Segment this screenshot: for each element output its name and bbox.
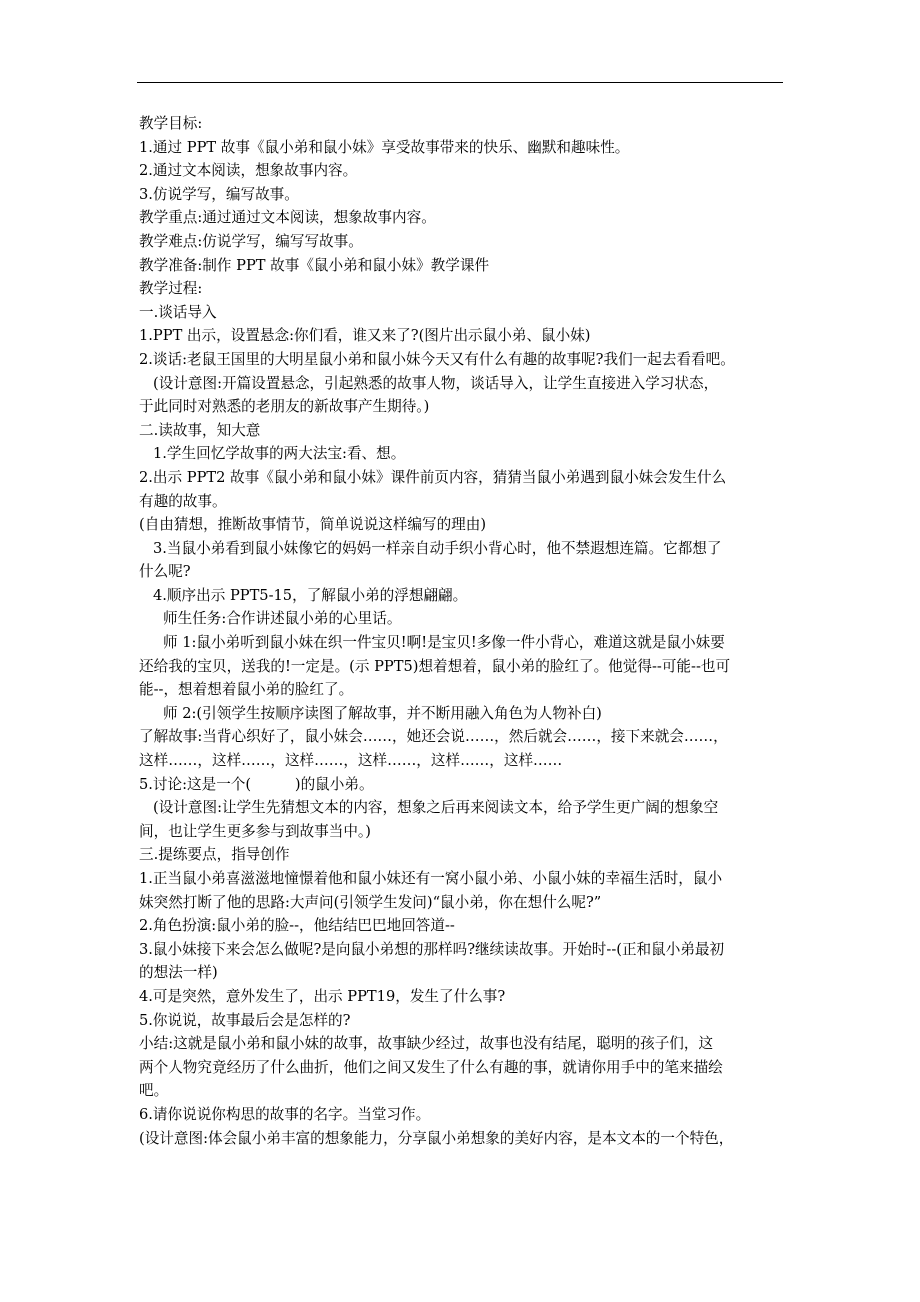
text-line: 3.当鼠小弟看到鼠小妹像它的妈妈一样亲自动手织小背心时，他不禁遐想连篇。它都想了 bbox=[153, 539, 722, 557]
document-body bbox=[139, 112, 789, 1150]
text-line: 于此同时对熟悉的老朋友的新故事产生期待。) bbox=[139, 398, 430, 416]
text-line: 师 1:鼠小弟听到鼠小妹在织一件宝贝!啊!是宝贝!多像一件小背心，难道这就是鼠小妹要 bbox=[163, 634, 725, 652]
text-line: 2.出示 PPT2 故事《鼠小弟和鼠小妹》课件前页内容，猜猜当鼠小弟遇到鼠小妹会发生什么 bbox=[139, 468, 727, 486]
text-line: 1.PPT 出示，设置悬念:你们看，谁又来了?(图片出示鼠小弟、鼠小妹) bbox=[139, 327, 591, 345]
text-line: 二.读故事，知大意 bbox=[139, 421, 261, 439]
text-line: 有趣的故事。 bbox=[139, 492, 227, 510]
text-line: 6.请你说说你构思的故事的名字。当堂习作。 bbox=[139, 1105, 431, 1123]
text-line: 教学目标: bbox=[139, 115, 203, 132]
text-line: 4.可是突然，意外发生了，出示 PPT19，发生了什么事? bbox=[139, 987, 506, 1005]
text-line: 1.学生回忆学故事的两大法宝:看、想。 bbox=[153, 445, 406, 463]
text-line: 5.讨论:这是一个( )的鼠小弟。 bbox=[139, 775, 374, 793]
text-line: 能--，想着想着鼠小弟的脸红了。 bbox=[139, 681, 354, 699]
text-line: 的想法一样) bbox=[139, 964, 218, 982]
text-line: 妹突然打断了他的思路:大声问(引领学生发问)“鼠小弟，你在想什么呢?” bbox=[139, 893, 602, 911]
text-line: (设计意图:体会鼠小弟丰富的想象能力，分享鼠小弟想象的美好内容，是本文本的一个特色， bbox=[139, 1129, 734, 1147]
text-line: 两个人物究竟经历了什么曲折，他们之间又发生了什么有趣的事，就请你用手中的笔来描绘 bbox=[139, 1058, 723, 1076]
text-line: 一.谈话导入 bbox=[139, 303, 217, 321]
text-line: 师生任务:合作讲述鼠小弟的心里话。 bbox=[163, 610, 402, 628]
text-line: 2.通过文本阅读，想象故事内容。 bbox=[139, 162, 358, 180]
text-line: 什么呢? bbox=[139, 563, 191, 581]
text-line: 4.顺序出示 PPT5-15，了解鼠小弟的浮想翩翩。 bbox=[153, 586, 468, 604]
text-line: 间，也让学生更多参与到故事当中。) bbox=[139, 822, 371, 840]
text-line: 教学准备:制作 PPT 故事《鼠小弟和鼠小妹》教学课件 bbox=[139, 256, 490, 274]
text-line: 师 2:(引领学生按顺序读图了解故事，并不断用融入角色为人物补白) bbox=[163, 704, 602, 722]
text-line: 吧。 bbox=[139, 1082, 169, 1100]
text-line: 教学重点:通过通过文本阅读，想象故事内容。 bbox=[139, 209, 436, 227]
text-line: 教学过程: bbox=[139, 280, 203, 298]
text-line: 1.通过 PPT 故事《鼠小弟和鼠小妹》享受故事带来的快乐、幽默和趣味性。 bbox=[139, 138, 630, 156]
text-line: (设计意图:让学生先猜想文本的内容，想象之后再来阅读文本，给予学生更广阔的想象空 bbox=[153, 799, 719, 817]
header-rule bbox=[137, 82, 783, 83]
text-line: (自由猜想，推断故事情节，简单说说这样编写的理由) bbox=[139, 516, 487, 534]
text-line: 教学难点:仿说学写，编写写故事。 bbox=[139, 232, 363, 250]
text-line: 小结:这就是鼠小弟和鼠小妹的故事，故事缺少经过，故事也没有结尾，聪明的孩子们，这 bbox=[139, 1035, 714, 1053]
text-line: 三.提练要点，指导创作 bbox=[139, 846, 290, 864]
text-line: (设计意图:开篇设置悬念，引起熟悉的故事人物，谈话导入，让学生直接进入学习状态， bbox=[153, 374, 719, 392]
text-line: 这样……，这样……，这样……，这样……，这样……，这样…… bbox=[139, 752, 563, 770]
text-line: 3.仿说学写，编写故事。 bbox=[139, 185, 299, 203]
text-line: 2.谈话:老鼠王国里的大明星鼠小弟和鼠小妹今天又有什么有趣的故事呢?我们一起去看看吧。 bbox=[139, 350, 735, 368]
text-line: 1.正当鼠小弟喜滋滋地憧憬着他和鼠小妹还有一窝小鼠小弟、小鼠小妹的幸福生活时，鼠小 bbox=[139, 870, 723, 887]
text-line: 2.角色扮演:鼠小弟的脸--，他结结巴巴地回答道-- bbox=[139, 917, 455, 935]
text-line: 5.你说说，故事最后会是怎样的? bbox=[139, 1011, 351, 1029]
text-line: 3.鼠小妹接下来会怎么做呢?是向鼠小弟想的那样吗?继续读故事。开始时--(正和鼠小弟最初 bbox=[139, 940, 725, 958]
text-line: 了解故事:当背心织好了，鼠小妹会……，她还会说……，然后就会……，接下来就会……， bbox=[139, 728, 728, 746]
text-line: 还给我的宝贝，送我的!一定是。(示 PPT5)想着想着，鼠小弟的脸红了。他觉得--可能--也可 bbox=[139, 657, 731, 675]
